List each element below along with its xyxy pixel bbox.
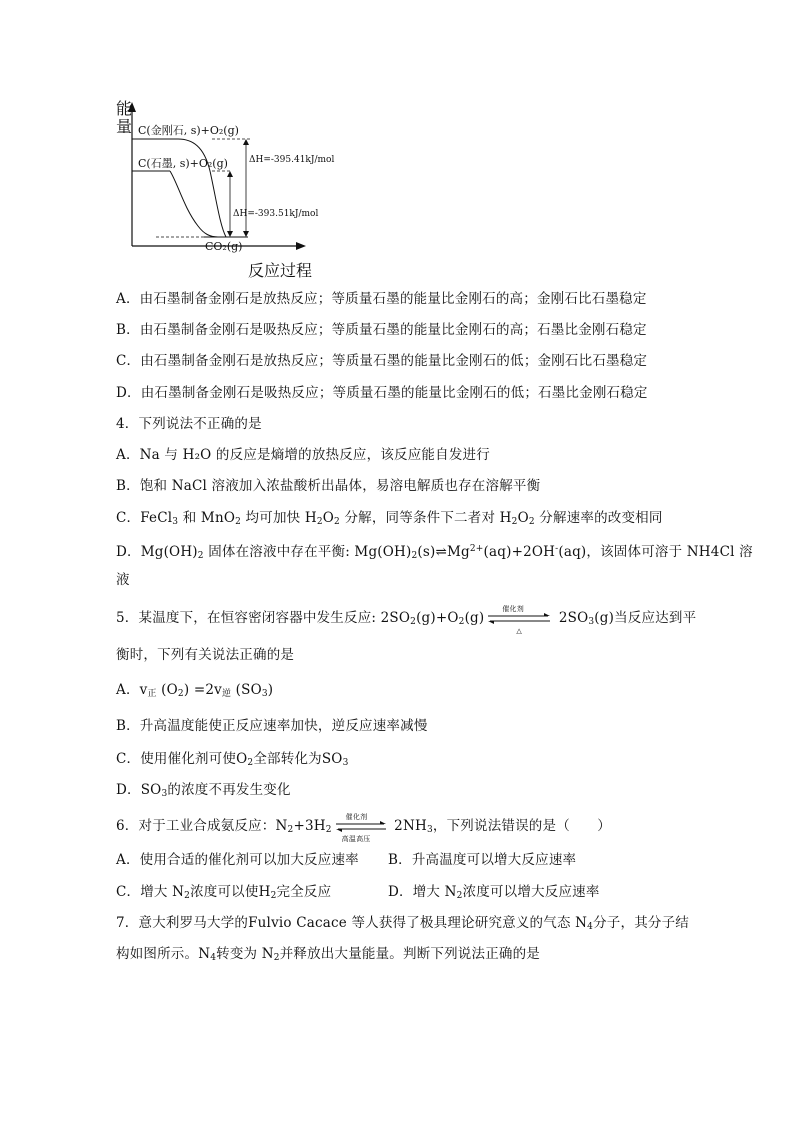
q5-a-text-3: ) =2v	[183, 682, 222, 698]
dh1-label: ΔH=-395.41kJ/mol	[249, 155, 335, 165]
dh2-arrow-top	[227, 171, 233, 177]
q4-d-text-3: (s)⇌Mg	[417, 544, 470, 560]
q4-c-text-2: 和 MnO	[178, 510, 236, 526]
q6-option-a: A．使用合适的催化剂可以加大反应速率	[116, 852, 359, 868]
q4-option-a: A．Na 与 H₂O 的反应是熵增的放热反应，该反应能自发进行	[116, 447, 490, 463]
dh2-label: ΔH=-393.51kJ/mol	[233, 209, 319, 219]
q3-option-c: C．由石墨制备金刚石是放热反应；等质量石墨的能量比金刚石的低；金刚石比石墨稳定	[116, 353, 648, 369]
q4-c-sub-1: 3	[172, 517, 179, 527]
q5-option-a	[116, 681, 273, 703]
q4-c-text-7: 分解速率的改变相同	[534, 510, 663, 526]
q5-a-text-4: (SO	[231, 682, 262, 698]
q3-option-d: D．由石墨制备金刚石是吸热反应；等质量石墨的能量比金刚石的低；石墨比金刚石稳定	[116, 385, 648, 401]
q6-option-c	[116, 883, 331, 905]
q5-a-sub-4: 3	[261, 689, 268, 699]
q6-stem-text-1: 6．对于工业合成氨反应：N	[116, 818, 288, 834]
q4-c-sub-5: 2	[511, 517, 518, 527]
q6-stem-text-4: ，下列说法错误的是（ ）	[432, 818, 611, 834]
q5-a-text-2: (O	[156, 682, 178, 698]
q5-stem-sub-2: 2	[458, 617, 465, 627]
dh1-arrow-top	[243, 139, 249, 145]
q4-c-sub-2: 2	[235, 517, 242, 527]
q6-stem-sub-3: 3	[426, 825, 433, 835]
q6-equilibrium-arrow	[332, 812, 390, 843]
q6-c-text-3: 完全反应	[276, 884, 332, 900]
q5-a-sub-3: 逆	[221, 689, 232, 699]
q5-stem-sub-4: 3	[588, 617, 595, 627]
diamond-curve	[178, 139, 226, 237]
q6-stem	[116, 812, 611, 843]
q4-c-text-4: O	[322, 510, 335, 526]
q5-stem-text-4: 2SO	[554, 610, 589, 626]
q6-option-d	[388, 883, 600, 905]
q6-option-b: B．升高温度可以增大反应速率	[388, 852, 577, 868]
q6-options-row-1	[116, 851, 359, 869]
q6-c-sub-2: 2	[270, 891, 277, 901]
y-label-1: 能	[116, 99, 133, 118]
q4-option-b: B．饱和 NaCl 溶液加入浓盐酸析出晶体，易溶电解质也存在溶解平衡	[116, 478, 541, 494]
x-axis-label: 反应过程	[248, 261, 313, 280]
q4-d-text-5: (aq)，该固体可溶于 NH4Cl 溶	[558, 544, 753, 560]
q5-a-sub-1: 正	[147, 689, 157, 699]
q7-sub-1: 4	[587, 922, 594, 932]
q7-sub-2: 4	[210, 953, 217, 963]
q4-d-sup-1: 2+	[469, 544, 484, 554]
q4-c-sub-6: 2	[528, 517, 535, 527]
q5-stem	[116, 604, 697, 635]
q6-d-text-2: 浓度可以增大反应速率	[462, 884, 600, 900]
q4-c-sub-3: 2	[316, 517, 323, 527]
q4-stem: 4．下列说法不正确的是	[116, 416, 262, 432]
q4-d-sub-1: 2	[197, 551, 204, 561]
q5-equilibrium-arrow	[484, 604, 554, 635]
q4-option-c	[116, 509, 663, 531]
q7-stem-line-1	[116, 914, 689, 936]
q5-c-text-2: 全部转化为SO	[253, 751, 343, 767]
q7-text-1: 7．意大利罗马大学的Fulvio Cacace 等人获得了极具理论研究意义的气态 N	[116, 915, 588, 931]
q7-text-4: 转变为 N	[216, 946, 274, 962]
q5-stem-continued: 衡时，下列有关说法正确的是	[116, 647, 295, 663]
q5-d-sub-1: 3	[161, 789, 168, 799]
graphite-curve	[170, 171, 218, 237]
dh1-arrow-bottom	[243, 231, 249, 237]
q5-option-c	[116, 750, 349, 772]
q5-arrow-label: 催化剂	[502, 604, 524, 613]
energy-diagram-svg	[112, 96, 352, 286]
q5-stem-sub-1: 2	[410, 617, 417, 627]
q5-option-b: B．升高温度能使正反应速率加快，逆反应速率减慢	[116, 718, 428, 734]
q6-d-sub-1: 2	[456, 891, 463, 901]
q5-option-d	[116, 781, 291, 803]
q5-arrow-below: △	[516, 626, 522, 635]
dh2-arrow-bottom	[227, 231, 233, 237]
q7-text-2: 分子，其分子结	[593, 915, 690, 931]
q4-c-text-6: O	[517, 510, 529, 526]
q5-stem-text-2: (g)+O	[416, 610, 459, 626]
co2-state-label: CO₂(g)	[205, 240, 243, 253]
q6-stem-text-3: 2NH	[389, 818, 427, 834]
q4-d-text-2: 固体在溶液中存在平衡: Mg(OH)	[203, 544, 412, 560]
q5-stem-text-1: 5．某温度下，在恒容密闭容器中发生反应: 2SO	[116, 610, 411, 626]
q3-option-b: B．由石墨制备金刚石是吸热反应；等质量石墨的能量比金刚石的高；石墨比金刚石稳定	[116, 322, 647, 338]
q5-a-text-1: A．v	[116, 682, 148, 698]
q4-c-text-3: 均可加快 H	[241, 510, 317, 526]
q5-a-sub-2: 2	[177, 689, 184, 699]
diamond-state-label: C(金刚石, s)+O₂(g)	[138, 124, 239, 137]
q4-c-sub-4: 2	[334, 517, 340, 527]
graphite-state-label: C(石墨, s)+O₂(g)	[138, 157, 228, 170]
q7-text-3: 构如图所示。N	[116, 946, 211, 962]
q4-d-sub-2: 2	[411, 551, 418, 561]
q6-c-text-1: C．增大 N	[116, 884, 185, 900]
q6-c-text-2: 浓度可以使H	[190, 884, 271, 900]
q4-option-d	[116, 540, 753, 565]
q7-text-5: 并释放出大量能量。判断下列说法正确的是	[279, 946, 541, 962]
q3-option-a: A．由石墨制备金刚石是放热反应；等质量石墨的能量比金刚石的高；金刚石比石墨稳定	[116, 291, 647, 307]
q4-d-sup-2: -	[555, 544, 559, 554]
y-label-2: 量	[116, 117, 133, 136]
q5-stem-text-3: (g)	[464, 610, 485, 626]
q6-arrow-label: 催化剂	[345, 812, 368, 821]
q6-stem-sub-2: 2	[325, 825, 332, 835]
q4-d-text-4: (aq)+2OH	[483, 544, 556, 560]
q4-d-text-1: D．Mg(OH)	[116, 544, 198, 560]
q5-d-text-1: D．SO	[116, 782, 162, 798]
q6-d-text-1: D．增大 N	[388, 884, 457, 900]
x-axis-arrow	[296, 242, 306, 250]
q5-c-sub-1: 2	[247, 758, 254, 768]
q5-c-text-1: C．使用催化剂可使O	[116, 751, 248, 767]
q6-stem-text-2: +3H	[293, 818, 326, 834]
q5-c-sub-2: 3	[342, 758, 349, 768]
energy-diagram	[112, 96, 352, 286]
q5-stem-text-5: (g)当反应达到平	[594, 610, 697, 626]
q6-c-sub-1: 2	[184, 891, 191, 901]
q5-d-text-2: 的浓度不再发生变化	[167, 782, 291, 798]
q6-arrow-below: 高温高压	[341, 834, 371, 843]
q7-sub-3: 2	[273, 953, 280, 963]
q4-c-text-1: C．FeCl	[116, 510, 173, 526]
q4-option-d-continued: 液	[116, 572, 130, 588]
q5-a-text-5: )	[267, 682, 274, 698]
q6-stem-sub-1: 2	[287, 825, 294, 835]
q4-c-text-5: 分解，同等条件下二者对 H	[339, 510, 512, 526]
q7-stem-line-2	[116, 945, 540, 967]
